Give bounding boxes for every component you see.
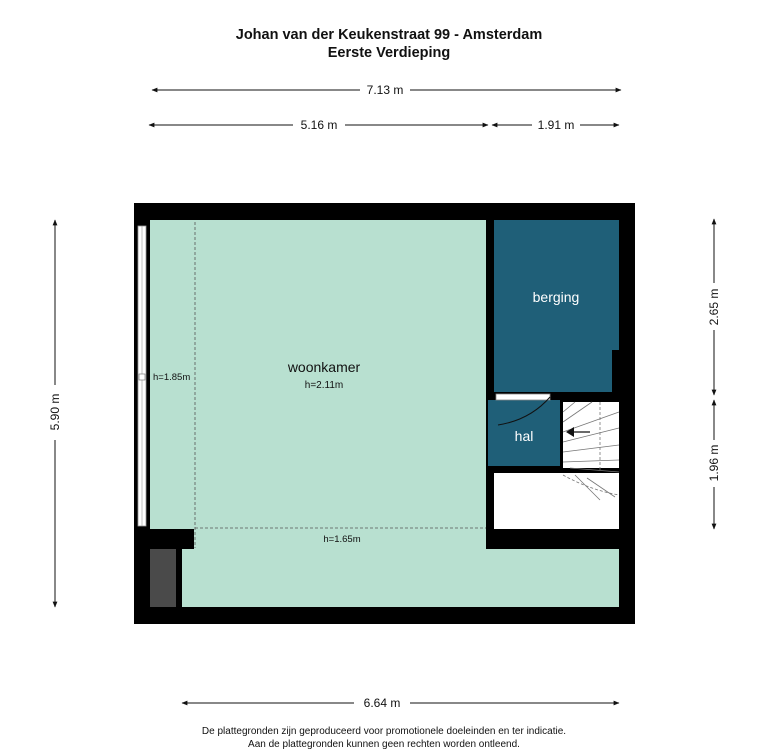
corner-wall <box>134 529 194 549</box>
dim-bottom-width <box>182 696 619 710</box>
berging-label: berging <box>532 289 580 305</box>
woonkamer-label: woonkamer <box>287 359 361 375</box>
dim-right-width <box>492 118 619 132</box>
bottom-zone-height: h=1.65m <box>323 534 361 545</box>
dim-upper-right-height-label: 2.65 m <box>707 288 721 326</box>
left-zone-height: h=1.85m <box>153 372 191 383</box>
dim-lower-right-height-label: 1.96 m <box>707 444 721 482</box>
stair-landing <box>494 473 619 529</box>
disclaimer-line-2: Aan de plattegronden kunnen geen rechten worden ontleend. <box>248 739 520 750</box>
bottom-strip-floor <box>182 549 619 607</box>
floor-title: Eerste Verdieping <box>327 45 451 61</box>
dim-total-width <box>152 83 621 97</box>
woonkamer-height: h=2.11m <box>304 380 344 391</box>
address-title: Johan van der Keukenstraat 99 - Amsterdam <box>235 27 543 43</box>
chimney-block <box>150 549 176 607</box>
dim-lower-right-height <box>707 400 721 529</box>
dim-total-width-label: 7.13 m <box>366 83 404 97</box>
dim-total-height-label: 5.90 m <box>48 393 62 431</box>
dim-left-width-label: 5.16 m <box>300 118 338 132</box>
dim-upper-right-height <box>707 219 721 395</box>
dim-bottom-width-label: 6.64 m <box>363 696 401 710</box>
dim-left-width <box>149 118 488 132</box>
berging-floor <box>494 220 619 392</box>
berging-door <box>496 394 550 400</box>
berging-wall-notch <box>612 350 619 394</box>
disclaimer-line-1: De plattegronden zijn geproduceerd voor promotionele doeleinden en ter indicatie. <box>201 726 567 737</box>
hal-label: hal <box>514 428 534 444</box>
dim-right-width-label: 1.91 m <box>537 118 575 132</box>
dim-total-height <box>48 220 62 607</box>
